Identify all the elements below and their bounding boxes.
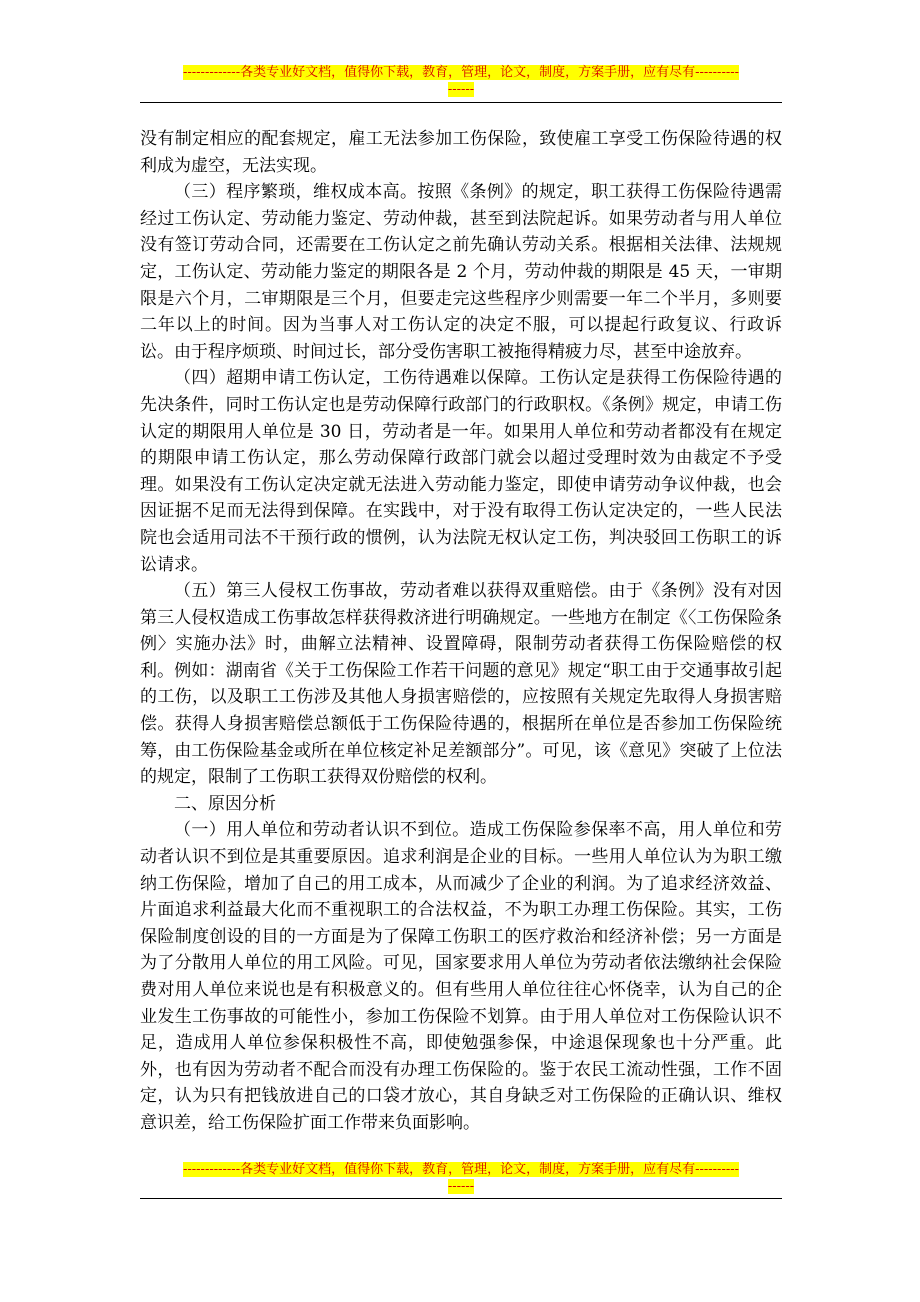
section-heading-cause-analysis: 二、原因分析 [174,793,276,814]
footer-divider [140,1198,782,1199]
header-banner-line2: ------ [447,82,475,97]
document-body [140,126,782,1137]
footer-banner-line2: ------ [447,1179,475,1194]
footer-banner-line1: -------------各类专业好文档，值得你下载，教育，管理，论文，制度，方案手册，应有尽有---------- [182,1162,740,1177]
header-banner-line1: -------------各类专业好文档，值得你下载，教育，管理，论文，制度，方案手册，应有尽有---------- [182,65,740,80]
footer-banner [140,1161,782,1195]
paragraph-continuation: 没有制定相应的配套规定，雇工无法参加工伤保险，致使雇工享受工伤保险待遇的权利成为虚空，无法实现。 [140,129,782,176]
paragraph-third-party: （五）第三人侵权工伤事故，劳动者难以获得双重赔偿。由于《条例》没有对因第三人侵权造成工伤事故怎样获得救济进行明确规定。一些地方在制定《〈工伤保险条例〉实施办法》时，曲解立法精神、设置障碍，限制劳动者获得工伤保险赔偿的权利。例如：湖南省《关于工伤保险工作若干问题的意见》规定“职工由于交通事故引起的工伤，以及职工工伤涉及其他人身损害赔偿的，应按照有关规定先取得人身损害赔偿。获得人身损害赔偿总额低于工伤保险待遇的，根据所在单位是否参加工伤保险统筹，由工伤保险基金或所在单位核定补足差额部分”。可见，该《意见》突破了上位法的规定，限制了工伤职工获得双份赔偿的权利。 [140,581,782,788]
header-divider [140,102,782,103]
header-banner [140,64,782,98]
paragraph-awareness: （一）用人单位和劳动者认识不到位。造成工伤保险参保率不高，用人单位和劳动者认识不到位是其重要原因。追求利润是企业的目标。一些用人单位认为为职工缴纳工伤保险，增加了自己的用工成本，从而减少了企业的利润。为了追求经济效益、片面追求利益最大化而不重视职工的合法权益，不为职工办理工伤保险。其实，工伤保险制度创设的目的一方面是为了保障工伤职工的医疗救治和经济补偿；另一方面是为了分散用人单位的用工风险。可见，国家要求用人单位为劳动者依法缴纳社会保险费对用人单位来说也是有积极意义的。但有些用人单位往往心怀侥幸，认为自己的企业发生工伤事故的可能性小，参加工伤保险不划算。由于用人单位对工伤保险认识不足，造成用人单位参保积极性不高，即使勉强参保，中途退保现象也十分严重。此外，也有因为劳动者不配合而没有办理工伤保险的。鉴于农民工流动性强，工作不固定，认为只有把钱放进自己的口袋才放心，其自身缺乏对工伤保险的正确认识、维权意识差，给工伤保险扩面工作带来负面影响。 [140,820,782,1133]
paragraph-overdue-application: （四）超期申请工伤认定，工伤待遇难以保障。工伤认定是获得工伤保险待遇的先决条件，同时工伤认定也是劳动保障行政部门的行政职权。《条例》规定，申请工伤认定的期限用人单位是 30 日，劳动者是一年。如果用人单位和劳动者都没有在规定的期限申请工伤认定，那么劳动保障行政部门就会以超过受理时效为由裁定不予受理。如果没有工伤认定决定就无法进入劳动能力鉴定，即使申请劳动争议仲裁，也会因证据不足而无法得到保障。在实践中，对于没有取得工伤认定决定的，一些人民法院也会适用司法不干预行政的惯例，认为法院无权认定工伤，判决驳回工伤职工的诉讼请求。 [140,368,782,575]
paragraph-procedure: （三）程序繁琐，维权成本高。按照《条例》的规定，职工获得工伤保险待遇需经过工伤认定、劳动能力鉴定、劳动仲裁，甚至到法院起诉。如果劳动者与用人单位没有签订劳动合同，还需要在工伤认定之前先确认劳动关系。根据相关法律、法规规定，工伤认定、劳动能力鉴定的期限各是 2 个月，劳动仲裁的期限是 45 天，一审期限是六个月，二审期限是三个月，但要走完这些程序少则需要一年二个半月，多则要二年以上的时间。因为当事人对工伤认定的决定不服，可以提起行政复议、行政诉讼。由于程序烦琐、时间过长，部分受伤害职工被拖得精疲力尽，甚至中途放弃。 [140,182,782,362]
